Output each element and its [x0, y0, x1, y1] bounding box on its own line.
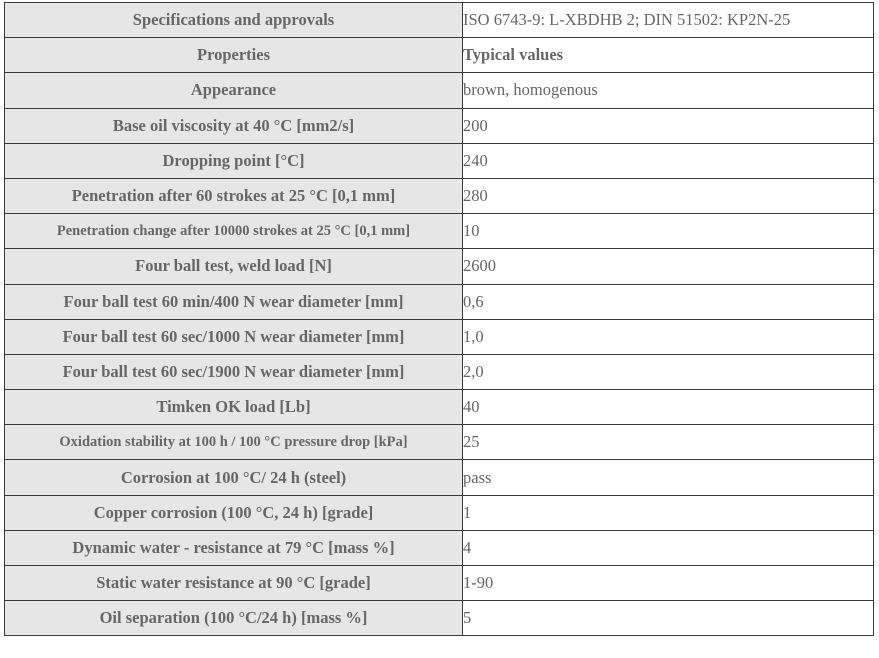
row-label: Dynamic water - resistance at 79 °C [mass %] [5, 530, 463, 565]
table-row [5, 354, 874, 389]
row-label: Appearance [5, 73, 463, 108]
table-row [5, 460, 874, 495]
table-row [5, 601, 874, 636]
row-value: 2,0 [463, 354, 874, 389]
row-label: Corrosion at 100 °C/ 24 h (steel) [5, 460, 463, 495]
table-row [5, 249, 874, 284]
table-row [5, 214, 874, 249]
row-value: 1,0 [463, 319, 874, 354]
specifications-table [4, 2, 874, 636]
row-value: 1-90 [463, 566, 874, 601]
row-value: pass [463, 460, 874, 495]
row-label: Four ball test 60 sec/1900 N wear diameter [mm] [5, 354, 463, 389]
row-value: 5 [463, 601, 874, 636]
table-row [5, 73, 874, 108]
table-row [5, 178, 874, 213]
row-value: 25 [463, 425, 874, 460]
column-header-typical-values: Typical values [463, 38, 874, 73]
row-value: 2600 [463, 249, 874, 284]
row-label: Dropping point [°C] [5, 143, 463, 178]
table-row [5, 319, 874, 354]
row-label: Four ball test 60 min/400 N wear diameter [mm] [5, 284, 463, 319]
row-value: 40 [463, 390, 874, 425]
table-row [5, 566, 874, 601]
row-value: 240 [463, 143, 874, 178]
row-value: 280 [463, 178, 874, 213]
table-row [5, 108, 874, 143]
row-label: Four ball test, weld load [N] [5, 249, 463, 284]
table-row [5, 390, 874, 425]
row-value: 10 [463, 214, 874, 249]
row-value: 200 [463, 108, 874, 143]
row-value: brown, homogenous [463, 73, 874, 108]
row-label: Four ball test 60 sec/1000 N wear diameter [mm] [5, 319, 463, 354]
table-row [5, 495, 874, 530]
row-label: Oil separation (100 °C/24 h) [mass %] [5, 601, 463, 636]
row-label: Timken OK load [Lb] [5, 390, 463, 425]
row-label: Static water resistance at 90 °C [grade] [5, 566, 463, 601]
row-label: Penetration after 60 strokes at 25 °C [0,1 mm] [5, 178, 463, 213]
row-label: Specifications and approvals [5, 3, 463, 38]
table-row [5, 425, 874, 460]
column-header-properties: Properties [5, 38, 463, 73]
table-row [5, 530, 874, 565]
table-row [5, 143, 874, 178]
row-value: 1 [463, 495, 874, 530]
row-label: Copper corrosion (100 °C, 24 h) [grade] [5, 495, 463, 530]
table-header-row [5, 38, 874, 73]
row-label: Penetration change after 10000 strokes at 25 °C [0,1 mm] [5, 214, 463, 249]
table-row [5, 3, 874, 38]
row-label: Base oil viscosity at 40 °C [mm2/s] [5, 108, 463, 143]
row-value: 4 [463, 530, 874, 565]
row-value: 0,6 [463, 284, 874, 319]
row-label: Oxidation stability at 100 h / 100 °C pressure drop [kPa] [5, 425, 463, 460]
table-row [5, 284, 874, 319]
row-value: ISO 6743-9: L-XBDHB 2; DIN 51502: KP2N-25 [463, 3, 874, 38]
